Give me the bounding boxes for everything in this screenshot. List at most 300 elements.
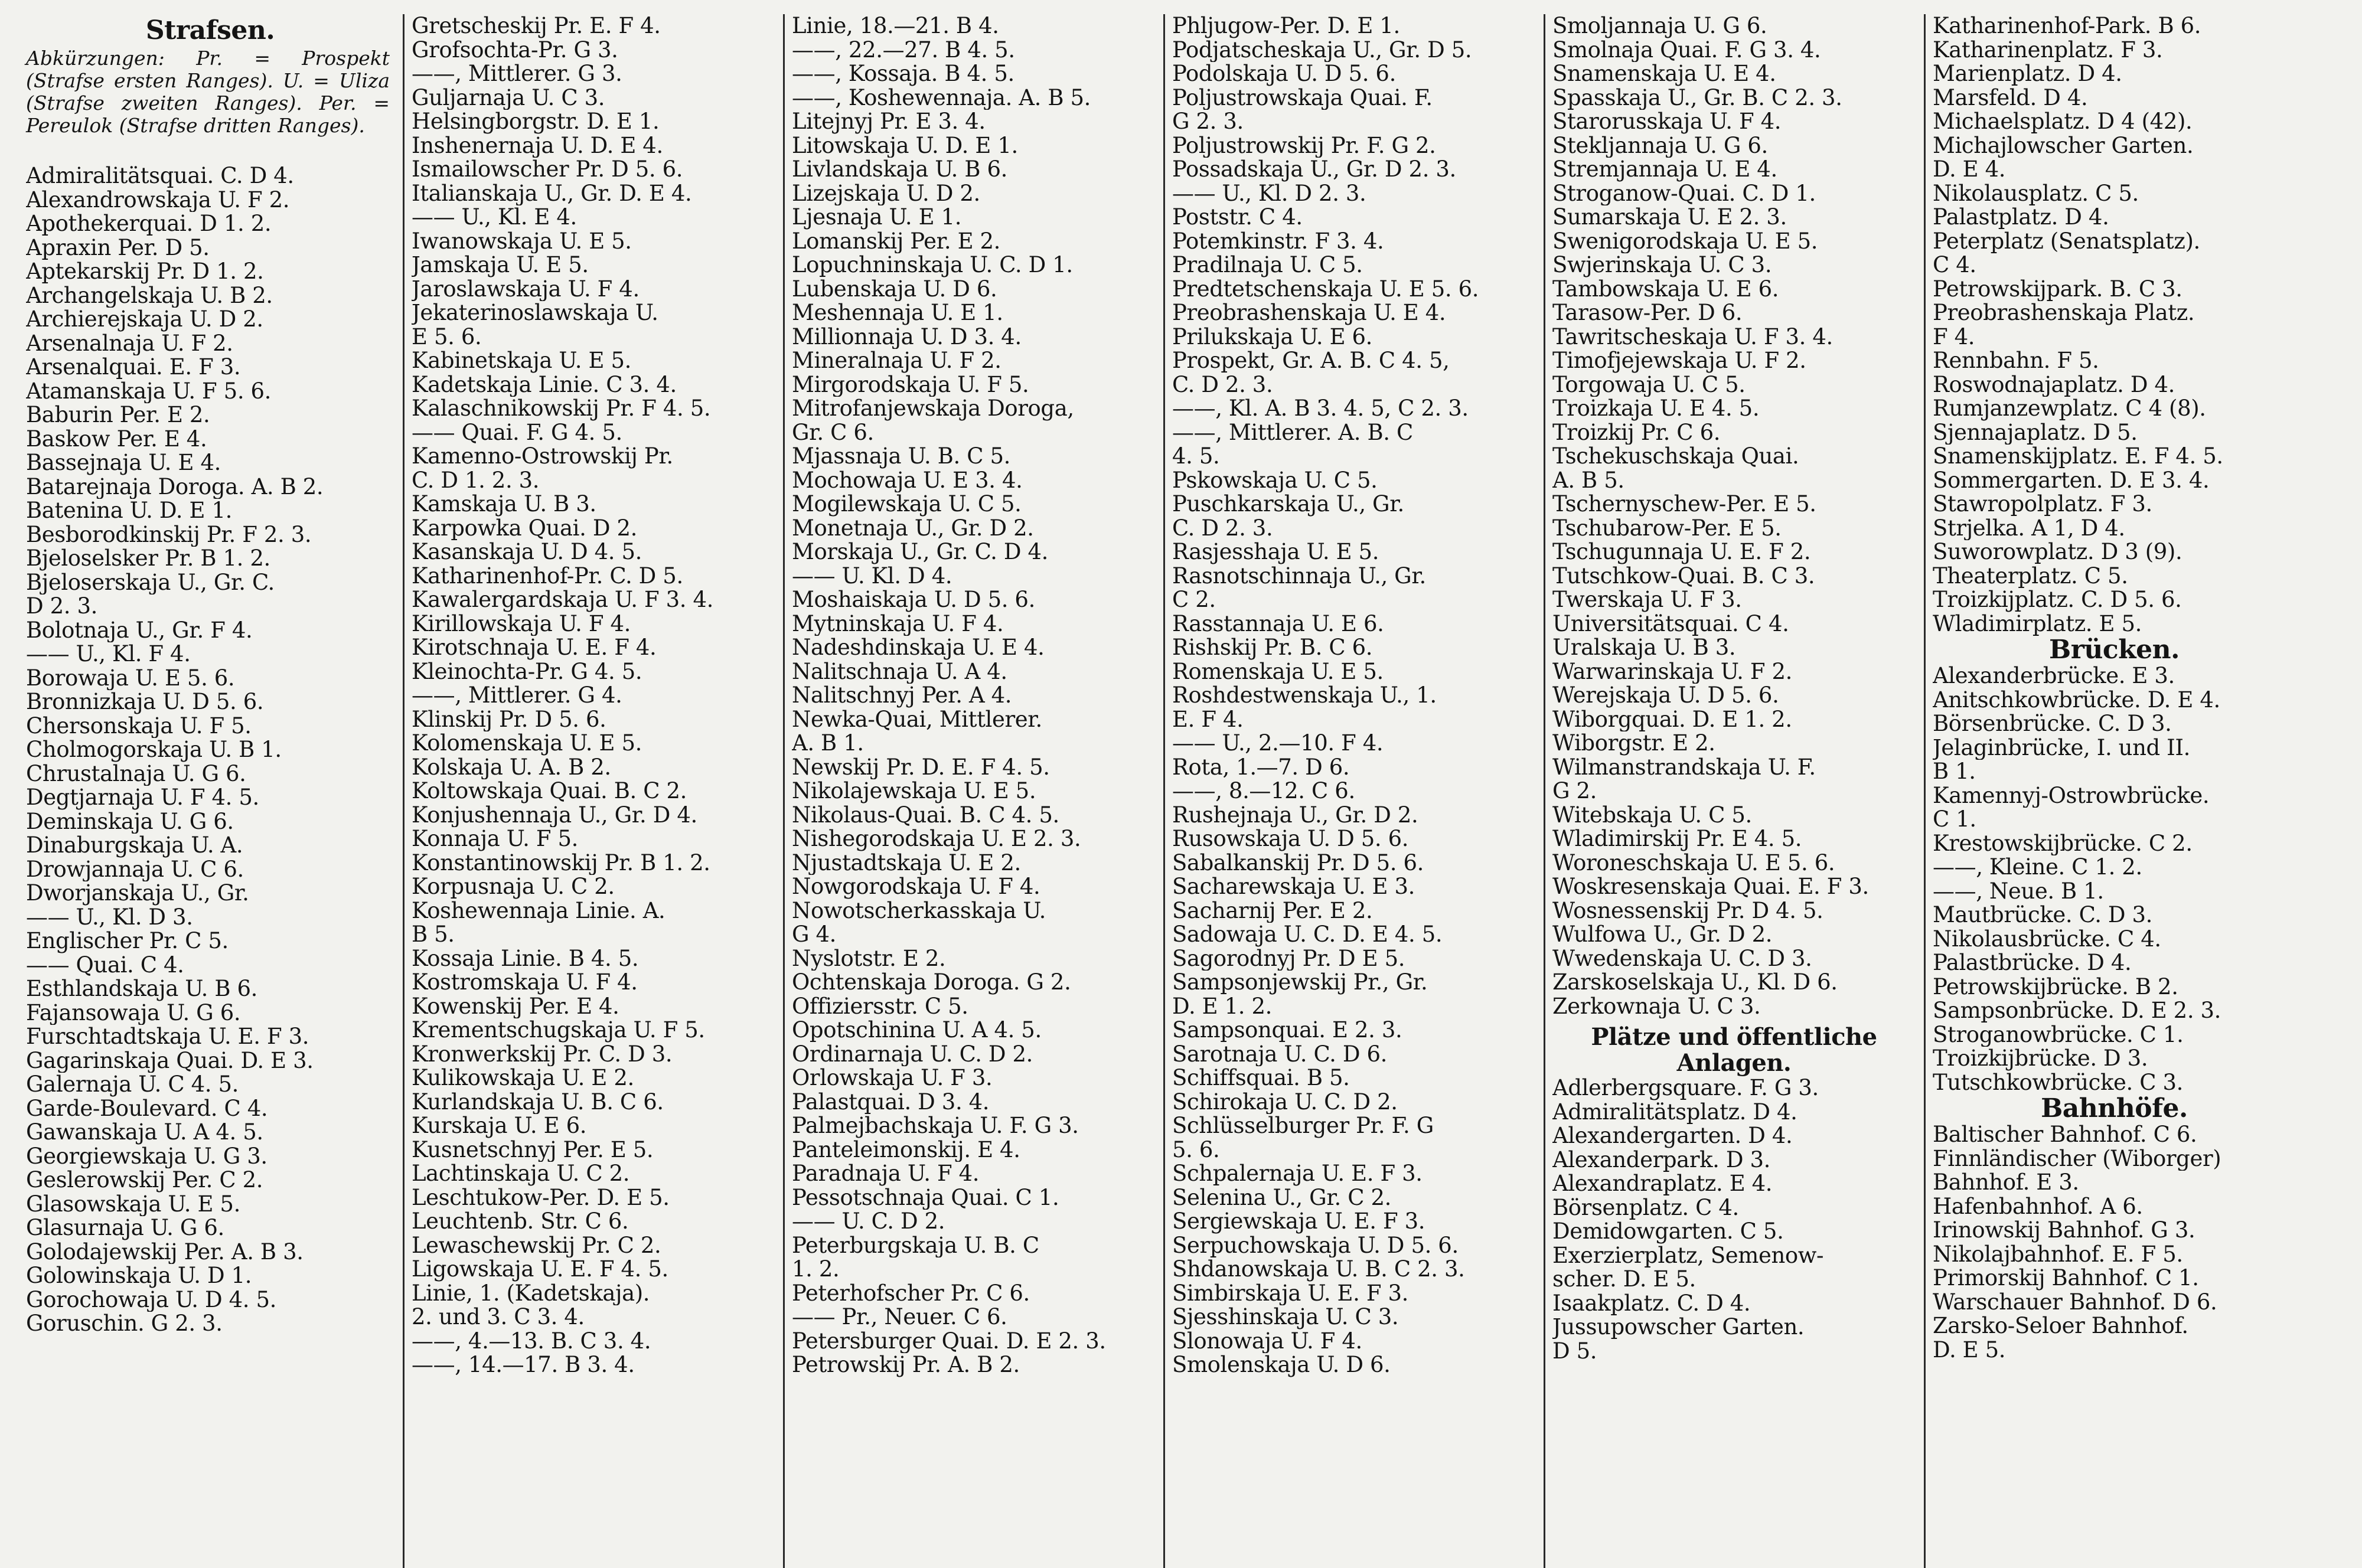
index-entry: Bjeloserskaja U., Gr. C. [26, 570, 275, 594]
index-entry: Wladimirplatz. E 5. [1933, 612, 2142, 636]
index-entry: Millionnaja U. D 3. 4. [792, 325, 1022, 349]
index-entry: —— Quai. C 4. [26, 953, 184, 977]
index-entry: Pskowskaja U. C 5. [1172, 468, 1378, 492]
index-entry: Uralskaja U. B 3. [1552, 636, 1736, 660]
index-entry: Sarotnaja U. C. D 6. [1172, 1042, 1387, 1066]
index-entry: Smoljannaja U. G 6. [1552, 14, 1767, 38]
index-entry: Starorusskaja U. F 4. [1552, 110, 1782, 134]
index-entry: Nikolajewskaja U. E 5. [792, 779, 1036, 803]
index-entry: Alexandraplatz. E 4. [1552, 1172, 1773, 1196]
index-entry: Puschkarskaja U., Gr. [1172, 492, 1404, 517]
index-entry: Zerkownaja U. C 3. [1552, 994, 1761, 1018]
index-entry: 5. 6. [1172, 1138, 1220, 1162]
index-entry: Esthlandskaja U. B 6. [26, 977, 258, 1001]
index-entry: Zarsko-Seloer Bahnhof. [1933, 1314, 2188, 1338]
index-entry: Sergiewskaja U. E. F 3. [1172, 1210, 1425, 1234]
index-entry: Bassejnaja U. E 4. [26, 451, 221, 475]
index-entry: ——, Kl. A. B 3. 4. 5, C 2. 3. [1172, 397, 1469, 421]
index-entry: Mirgorodskaja U. F 5. [792, 373, 1029, 397]
index-entry: Nowotscherkasskaja U. [792, 899, 1046, 923]
index-entry: Tutschkowbrücke. C 3. [1933, 1070, 2184, 1095]
index-entry: Warschauer Bahnhof. D 6. [1933, 1290, 2217, 1314]
index-entry: Tschekuschskaja Quai. [1552, 445, 1799, 469]
index-entry: Romenskaja U. E 5. [1172, 659, 1384, 684]
index-entry: Mautbrücke. C. D 3. [1933, 903, 2153, 927]
index-entry: Deminskaja U. G 6. [26, 809, 234, 834]
index-entry: C 1. [1933, 808, 1976, 832]
index-entry: Prilukskaja U. E 6. [1172, 325, 1373, 349]
index-entry: Jelaginbrücke, I. und II. [1933, 736, 2190, 760]
index-entry: Kossaja Linie. B 4. 5. [412, 946, 639, 971]
index-entry: Stawropolplatz. F 3. [1933, 492, 2152, 517]
index-entry: Krestowskijbrücke. C 2. [1933, 831, 2193, 855]
index-entry: scher. D. E 5. [1552, 1268, 1696, 1292]
index-entry: Dworjanskaja U., Gr. [26, 881, 249, 906]
index-entry: Mogilewskaja U. C 5. [792, 492, 1022, 517]
index-entry: ——, 14.—17. B 3. 4. [412, 1353, 635, 1377]
index-entry: Werejskaja U. D 5. 6. [1552, 684, 1779, 708]
index-entry: Jaroslawskaja U. F 4. [412, 277, 640, 301]
index-entry: A. B 1. [792, 731, 864, 756]
index-entry: Gagarinskaja Quai. D. E 3. [26, 1048, 314, 1073]
index-entry: Furschtadtskaja U. E. F 3. [26, 1025, 309, 1049]
index-entry: Schirokaja U. C. D 2. [1172, 1090, 1398, 1114]
index-entry: Rumjanzewplatz. C 4 (8). [1933, 397, 2206, 421]
index-entry: Glasurnaja U. G 6. [26, 1216, 224, 1240]
index-entry: Swenigorodskaja U. E 5. [1552, 229, 1818, 253]
index-entry: C 4. [1933, 253, 1976, 277]
index-entry: Nishegorodskaja U. E 2. 3. [792, 827, 1081, 851]
index-entry: Arsenalquai. E. F 3. [26, 355, 241, 380]
index-entry: Börsenplatz. C 4. [1552, 1195, 1739, 1220]
index-entry: Petrowskij Pr. A. B 2. [792, 1353, 1020, 1377]
index-entry: —— Quai. F. G 4. 5. [412, 420, 622, 445]
index-entry: Panteleimonskij. E 4. [792, 1138, 1020, 1162]
index-entry: Nikolausbrücke. C 4. [1933, 927, 2161, 951]
entry-list [1933, 664, 2296, 1095]
index-entry: Pradilnaja U. C 5. [1172, 253, 1363, 277]
index-entry: Orlowskaja U. F 3. [792, 1066, 993, 1090]
index-entry: F 4. [1933, 325, 1975, 349]
index-entry: Baburin Per. E 2. [26, 403, 210, 427]
index-entry: Timofjejewskaja U. F 2. [1552, 349, 1806, 373]
index-entry: Gorochowaja U. D 4. 5. [26, 1288, 276, 1312]
index-entry: Tschugunnaja U. E. F 2. [1552, 540, 1811, 564]
index-entry: Michaelsplatz. D 4 (42). [1933, 110, 2193, 134]
index-entry: Borowaja U. E 5. 6. [26, 666, 235, 690]
index-entry: ——, Neue. B 1. [1933, 879, 2104, 903]
index-entry: Selenina U., Gr. C 2. [1172, 1185, 1392, 1210]
index-entry: Koltowskaja Quai. B. C 2. [412, 779, 687, 803]
index-entry: 4. 5. [1172, 445, 1220, 469]
index-entry: Predtetschenskaja U. E 5. 6. [1172, 277, 1479, 301]
index-column-3 [783, 14, 1163, 1568]
index-entry: Shdanowskaja U. B. C 2. 3. [1172, 1257, 1465, 1282]
index-entry: Katharinenhof-Pr. C. D 5. [412, 564, 683, 588]
index-entry: Morskaja U., Gr. C. D 4. [792, 540, 1049, 564]
index-entry: Sacharewskaja U. E 3. [1172, 875, 1415, 899]
index-entry: Alexandergarten. D 4. [1552, 1124, 1793, 1148]
index-entry: Sagorodnyj Pr. D E 5. [1172, 946, 1405, 971]
index-entry: Bahnhof. E 3. [1933, 1171, 2079, 1195]
index-entry: Rushejnaja U., Gr. D 2. [1172, 803, 1418, 827]
index-entry: Poljustrowskij Pr. F. G 2. [1172, 133, 1436, 158]
index-entry: —— U., Kl. E 4. [412, 205, 577, 230]
index-entry: Katharinenhof-Park. B 6. [1933, 14, 2201, 38]
index-entry: Rasstannaja U. E 6. [1172, 612, 1384, 636]
index-entry: Podolskaja U. D 5. 6. [1172, 62, 1396, 86]
index-entry: —— U., Kl. D 3. [26, 905, 193, 929]
index-entry: Arsenalnaja U. F 2. [26, 331, 233, 355]
index-entry: ——, 22.—27. B 4. 5. [792, 38, 1015, 62]
index-entry: Palastbrücke. D 4. [1933, 951, 2132, 975]
index-entry: G 2. 3. [1172, 110, 1244, 134]
index-entry: B 1. [1933, 760, 1976, 784]
index-entry: Tutschkow-Quai. B. C 3. [1552, 564, 1815, 588]
index-entry: Linie, 18.—21. B 4. [792, 14, 999, 38]
index-entry: Stekljannaja U. G 6. [1552, 133, 1768, 158]
index-entry: Alexandrowskaja U. F 2. [26, 188, 290, 212]
index-entry: Mitrofanjewskaja Doroga, [792, 397, 1074, 421]
index-entry: Klinskij Pr. D 5. 6. [412, 707, 606, 731]
index-entry: Rasjesshaja U. E 5. [1172, 540, 1379, 564]
index-entry: Troizkijbrücke. D 3. [1933, 1047, 2148, 1071]
index-entry: Rusowskaja U. D 5. 6. [1172, 827, 1409, 851]
index-entry: Preobrashenskaja Platz. [1933, 301, 2195, 325]
index-entry: Nowgorodskaja U. F 4. [792, 875, 1040, 899]
index-entry: Georgiewskaja U. G 3. [26, 1144, 267, 1168]
index-entry: Galernaja U. C 4. 5. [26, 1073, 239, 1097]
index-entry: Kurlandskaja U. B. C 6. [412, 1090, 664, 1114]
index-entry: Nikolaus-Quai. B. C 4. 5. [792, 803, 1059, 827]
index-entry: Lopuchninskaja U. C. D 1. [792, 253, 1073, 277]
index-entry: —— U. C. D 2. [792, 1210, 945, 1234]
index-entry: Ismailowscher Pr. D 5. 6. [412, 158, 683, 182]
index-entry: Golodajewskij Per. A. B 3. [26, 1240, 304, 1264]
index-entry: Kulikowskaja U. E 2. [412, 1066, 634, 1090]
index-entry: ——, Mittlerer. G 3. [412, 62, 622, 86]
index-entry: Mjassnaja U. B. C 5. [792, 445, 1010, 469]
index-entry: Bolotnaja U., Gr. F 4. [26, 618, 253, 642]
index-entry: Batenina U. D. E 1. [26, 499, 232, 523]
index-entry: Kusnetschnyj Per. E 5. [412, 1138, 654, 1162]
index-entry: G 4. [792, 923, 837, 947]
index-entry: Ligowskaja U. E. F 4. 5. [412, 1257, 668, 1282]
index-entry: Stroganowbrücke. C 1. [1933, 1023, 2184, 1047]
index-entry: Smolnaja Quai. F. G 3. 4. [1552, 38, 1821, 62]
index-entry: Apothekerquai. D 1. 2. [26, 212, 272, 236]
entry-list [792, 14, 1155, 1377]
index-entry: Suworowplatz. D 3 (9). [1933, 540, 2182, 564]
index-entry: Sadowaja U. C. D. E 4. 5. [1172, 923, 1443, 947]
index-entry: Peterhofscher Pr. C 6. [792, 1281, 1030, 1305]
index-entry: Troizkij Pr. C 6. [1552, 420, 1721, 445]
index-entry: Krementschugskaja U. F 5. [412, 1018, 705, 1043]
index-entry: Spasskaja U., Gr. B. C 2. 3. [1552, 86, 1842, 110]
index-entry: Wladimirskij Pr. E 4. 5. [1552, 827, 1802, 851]
section-heading-stations: Bahnhöfe. [2041, 1093, 2188, 1123]
index-entry: Korpusnaja U. C 2. [412, 875, 615, 899]
index-entry: Prospekt, Gr. A. B. C 4. 5, [1172, 349, 1450, 373]
index-entry: Alexanderpark. D 3. [1552, 1148, 1770, 1172]
index-entry: Preobrashenskaja U. E 4. [1172, 301, 1446, 325]
index-entry: Litowskaja U. D. E 1. [792, 133, 1018, 158]
index-entry: Njustadtskaja U. E 2. [792, 851, 1021, 875]
index-entry: Twerskaja U. F 3. [1552, 588, 1742, 612]
index-entry: Zarskoselskaja U., Kl. D 6. [1552, 971, 1838, 995]
index-entry: Kabinetskaja U. E 5. [412, 349, 631, 373]
index-column-4 [1163, 14, 1544, 1568]
index-entry: Admiralitätsquai. C. D 4. [26, 164, 294, 188]
index-entry: Nyslotstr. E 2. [792, 946, 946, 971]
index-entry: Garde-Boulevard. C 4. [26, 1096, 268, 1121]
index-entry: Litejnyj Pr. E 3. 4. [792, 110, 986, 134]
index-entry: Wiborgquai. D. E 1. 2. [1552, 707, 1792, 731]
entry-list [1552, 14, 1916, 1018]
index-entry: Iwanowskaja U. E 5. [412, 229, 632, 253]
index-entry: Kadetskaja Linie. C 3. 4. [412, 373, 677, 397]
index-entry: Besborodkinskij Pr. F 2. 3. [26, 522, 312, 547]
index-entry: Archierejskaja U. D 2. [26, 308, 263, 332]
index-entry: Konnaja U. F 5. [412, 827, 578, 851]
index-entry: Troizkaja U. E 4. 5. [1552, 397, 1760, 421]
index-entry: Tschernyschew-Per. E 5. [1552, 492, 1816, 517]
index-entry: Demidowgarten. C 5. [1552, 1220, 1784, 1244]
index-entry: Kamenno-Ostrowskij Pr. [412, 445, 673, 469]
index-entry: Kamskaja U. B 3. [412, 492, 596, 517]
index-entry: Palastplatz. D 4. [1933, 205, 2109, 230]
index-entry: Rishskij Pr. B. C 6. [1172, 636, 1373, 660]
section-heading-streets: Strafsen. [145, 15, 275, 45]
index-entry: —— Pr., Neuer. C 6. [792, 1305, 1007, 1329]
index-entry: Roswodnajaplatz. D 4. [1933, 373, 2175, 397]
index-entry: Palmejbachskaja U. F. G 3. [792, 1114, 1079, 1138]
index-entry: Newka-Quai, Mittlerer. [792, 707, 1042, 731]
index-entry: ——, 4.—13. B. C 3. 4. [412, 1329, 651, 1353]
index-entry: Aptekarskij Pr. D 1. 2. [26, 260, 264, 284]
index-entry: Ochtenskaja Doroga. G 2. [792, 971, 1071, 995]
index-entry: Wwedenskaja U. C. D 3. [1552, 946, 1812, 971]
index-entry: Alexanderbrücke. E 3. [1933, 664, 2175, 688]
index-entry: Tschubarow-Per. E 5. [1552, 516, 1782, 540]
index-entry: Apraxin Per. D 5. [26, 236, 210, 260]
index-entry: Lubenskaja U. D 6. [792, 277, 997, 301]
index-entry: Cholmogorskaja U. B 1. [26, 738, 282, 762]
index-entry: Bjeloselsker Pr. B 1. 2. [26, 547, 270, 571]
index-entry: Helsingborgstr. D. E 1. [412, 110, 660, 134]
index-entry: Lachtinskaja U. C 2. [412, 1162, 630, 1186]
index-entry: Geslerowskij Per. C 2. [26, 1168, 263, 1193]
index-entry: —— U., 2.—10. F 4. [1172, 731, 1384, 756]
index-entry: C. D 2. 3. [1172, 516, 1273, 540]
index-entry: Nikolausplatz. C 5. [1933, 181, 2139, 205]
index-entry: Jussupowscher Garten. [1552, 1315, 1805, 1340]
index-entry: Peterburgskaja U. B. C [792, 1233, 1039, 1257]
index-entry: Bronnizkaja U. D 5. 6. [26, 690, 264, 714]
index-entry: ——, Kossaja. B 4. 5. [792, 62, 1014, 86]
index-entry: Petrowskijpark. B. C 3. [1933, 277, 2182, 301]
index-entry: Irinowskij Bahnhof. G 3. [1933, 1219, 2195, 1243]
index-entry: 2. und 3. C 3. 4. [412, 1305, 585, 1329]
index-entry: Paradnaja U. F 4. [792, 1162, 980, 1186]
index-entry: Kleinochta-Pr. G 4. 5. [412, 659, 642, 684]
index-entry: Kolskaja U. A. B 2. [412, 755, 611, 779]
index-entry: Dinaburgskaja U. A. [26, 834, 243, 858]
index-entry: Rennbahn. F 5. [1933, 349, 2099, 373]
index-entry: Leschtukow-Per. D. E 5. [412, 1185, 670, 1210]
index-entry: Exerzierplatz, Semenow- [1552, 1243, 1824, 1268]
index-entry: Nikolajbahnhof. E. F 5. [1933, 1242, 2183, 1266]
index-entry: Woskresenskaja Quai. E. F 3. [1552, 875, 1869, 899]
index-entry: —— U., Kl. F 4. [26, 642, 191, 667]
index-entry: Peterplatz (Senatsplatz). [1933, 229, 2200, 253]
index-entry: Poljustrowskaja Quai. F. [1172, 86, 1433, 110]
index-entry: Tarasow-Per. D 6. [1552, 301, 1743, 325]
index-entry: C. D 1. 2. 3. [412, 468, 540, 492]
index-entry: Wulfowa U., Gr. D 2. [1552, 923, 1773, 947]
index-entry: Nalitschnaja U. A 4. [792, 659, 1007, 684]
index-entry: Lizejskaja U. D 2. [792, 181, 980, 205]
index-entry: Sampsonjewskij Pr., Gr. [1172, 971, 1428, 995]
index-entry: Opotschinina U. A 4. 5. [792, 1018, 1042, 1043]
index-column-6 [1924, 14, 2304, 1568]
index-entry: Kostromskaja U. F 4. [412, 971, 638, 995]
index-entry: Katharinenplatz. F 3. [1933, 38, 2163, 62]
index-entry: Englischer Pr. C 5. [26, 929, 229, 953]
index-entry: Grofsochta-Pr. G 3. [412, 38, 618, 62]
index-entry: Italianskaja U., Gr. D. E 4. [412, 181, 692, 205]
index-entry: Kamennyj-Ostrowbrücke. [1933, 783, 2210, 808]
index-entry: Finnländischer (Wiborger) [1933, 1146, 2221, 1171]
index-entry: Konstantinowskij Pr. B 1. 2. [412, 851, 710, 875]
index-entry: Jekaterinoslawskaja U. [412, 301, 658, 325]
index-entry: 1. 2. [792, 1257, 840, 1282]
index-entry: ——, Kleine. C 1. 2. [1933, 855, 2142, 880]
index-entry: Baltischer Bahnhof. C 6. [1933, 1123, 2197, 1147]
index-entry: ——, Koshewennaja. A. B 5. [792, 86, 1091, 110]
index-entry: Slonowaja U. F 4. [1172, 1329, 1362, 1353]
index-entry: Baskow Per. E 4. [26, 427, 207, 451]
index-entry: Ljesnaja U. E 1. [792, 205, 962, 230]
index-entry: C. D 2. 3. [1172, 373, 1273, 397]
index-entry: D. E 1. 2. [1172, 994, 1273, 1018]
index-entry: Chersonskaja U. F 5. [26, 714, 252, 738]
index-entry: Gr. C 6. [792, 420, 874, 445]
index-entry: Torgowaja U. C 5. [1552, 373, 1746, 397]
index-entry: Atamanskaja U. F 5. 6. [26, 379, 272, 403]
index-entry: Kirotschnaja U. E. F 4. [412, 636, 657, 660]
index-column-1 [22, 14, 403, 1568]
index-entry: Sabalkanskij Pr. D 5. 6. [1172, 851, 1424, 875]
index-entry: A. B 5. [1552, 468, 1624, 492]
index-entry: Archangelskaja U. B 2. [26, 283, 273, 308]
index-entry: Nalitschnyj Per. A 4. [792, 684, 1012, 708]
index-entry: Warwarinskaja U. F 2. [1552, 659, 1793, 684]
index-entry: Koshewennaja Linie. A. [412, 899, 665, 923]
index-entry: Sampsonbrücke. D. E 2. 3. [1933, 999, 2221, 1023]
index-entry: Wilmanstrandskaja U. F. [1552, 755, 1816, 779]
index-entry: D 2. 3. [26, 594, 97, 619]
index-entry: Kasanskaja U. D 4. 5. [412, 540, 642, 564]
index-entry: Roshdestwenskaja U., 1. [1172, 684, 1437, 708]
index-entry: ——, 8.—12. C 6. [1172, 779, 1355, 803]
index-entry: —— U., Kl. D 2. 3. [1172, 181, 1366, 205]
index-entry: Newskij Pr. D. E. F 4. 5. [792, 755, 1050, 779]
index-entry: Sacharnij Per. E 2. [1172, 899, 1373, 923]
index-entry: Wosnessenskij Pr. D 4. 5. [1552, 899, 1823, 923]
index-entry: Fajansowaja U. G 6. [26, 1001, 241, 1025]
index-entry: Gretscheskij Pr. E. F 4. [412, 14, 661, 38]
index-entry: Mytninskaja U. F 4. [792, 612, 1004, 636]
index-entry: E. F 4. [1172, 707, 1244, 731]
index-entry: Lewaschewskij Pr. C 2. [412, 1233, 661, 1257]
abbreviations-note: Abkürzungen: Pr. = Prospekt (Strafse ersten Ranges). U. = Uliza (Strafse zweiten Ranges). Per. = Pereulok (Strafse dritten Ranges). [26, 47, 390, 137]
index-entry: Primorskij Bahnhof. C 1. [1933, 1266, 2199, 1291]
index-entry: Rota, 1.—7. D 6. [1172, 755, 1350, 779]
index-entry: Linie, 1. (Kadetskaja). [412, 1281, 650, 1305]
index-entry: Petersburger Quai. D. E 2. 3. [792, 1329, 1106, 1353]
index-entry: Rasnotschinnaja U., Gr. [1172, 564, 1426, 588]
index-entry: Livlandskaja U. B 6. [792, 158, 1008, 182]
index-entry: —— U. Kl. D 4. [792, 564, 952, 588]
index-entry: Snamenskijplatz. E. F 4. 5. [1933, 445, 2223, 469]
index-entry: Isaakplatz. C. D 4. [1552, 1291, 1751, 1315]
index-entry: Stroganow-Quai. C. D 1. [1552, 181, 1816, 205]
index-entry: Moshaiskaja U. D 5. 6. [792, 588, 1035, 612]
index-entry: Michajlowscher Garten. [1933, 133, 2194, 158]
index-entry: Meshennaja U. E 1. [792, 301, 1003, 325]
index-entry: Smolenskaja U. D 6. [1172, 1353, 1391, 1377]
index-entry: ——, Mittlerer. A. B. C [1172, 420, 1413, 445]
index-entry: Sjesshinskaja U. C 3. [1172, 1305, 1399, 1329]
index-entry: Sjennajaplatz. D 5. [1933, 420, 2138, 445]
index-entry: Kirillowskaja U. F 4. [412, 612, 631, 636]
index-entry: Petrowskijbrücke. B 2. [1933, 975, 2178, 999]
index-entry: Wiborgstr. E 2. [1552, 731, 1715, 756]
index-entry: Witebskaja U. C 5. [1552, 803, 1752, 827]
index-entry: Sampsonquai. E 2. 3. [1172, 1018, 1402, 1043]
index-entry: Theaterplatz. C 5. [1933, 564, 2128, 588]
index-entry: D. E 4. [1933, 158, 2006, 182]
section-heading-squares: Plätze und öffentliche Anlagen. [1591, 1023, 1877, 1077]
index-entry: Stremjannaja U. E 4. [1552, 158, 1777, 182]
index-entry: Phljugow-Per. D. E 1. [1172, 14, 1400, 38]
index-entry: Potemkinstr. F 3. 4. [1172, 229, 1384, 253]
index-entry: Börsenbrücke. C. D 3. [1933, 712, 2172, 736]
entry-list [26, 164, 394, 1336]
index-entry: Chrustalnaja U. G 6. [26, 762, 246, 786]
index-entry: Kurskaja U. E 6. [412, 1114, 587, 1138]
index-entry: Golowinskaja U. D 1. [26, 1264, 252, 1288]
index-entry: B 5. [412, 923, 455, 947]
index-entry: G 2. [1552, 779, 1597, 803]
index-entry: Ordinarnaja U. C. D 2. [792, 1042, 1033, 1066]
index-entry: Admiralitätsplatz. D 4. [1552, 1100, 1797, 1124]
index-entry: Schiffsquai. B 5. [1172, 1066, 1350, 1090]
index-entry: ——, Mittlerer. G 4. [412, 684, 622, 708]
index-entry: Swjerinskaja U. C 3. [1552, 253, 1772, 277]
index-entry: Tawritscheskaja U. F 3. 4. [1552, 325, 1833, 349]
index-entry: E 5. 6. [412, 325, 482, 349]
entry-list [1933, 14, 2296, 636]
index-entry: Sommergarten. D. E 3. 4. [1933, 468, 2210, 492]
index-entry: C 2. [1172, 588, 1216, 612]
index-entry: Universitätsquai. C 4. [1552, 612, 1789, 636]
index-entry: Kawalergardskaja U. F 3. 4. [412, 588, 714, 612]
index-entry: Marienplatz. D 4. [1933, 62, 2122, 86]
index-entry: Drowjannaja U. C 6. [26, 857, 244, 881]
index-entry: Glasowskaja U. E 5. [26, 1192, 240, 1216]
